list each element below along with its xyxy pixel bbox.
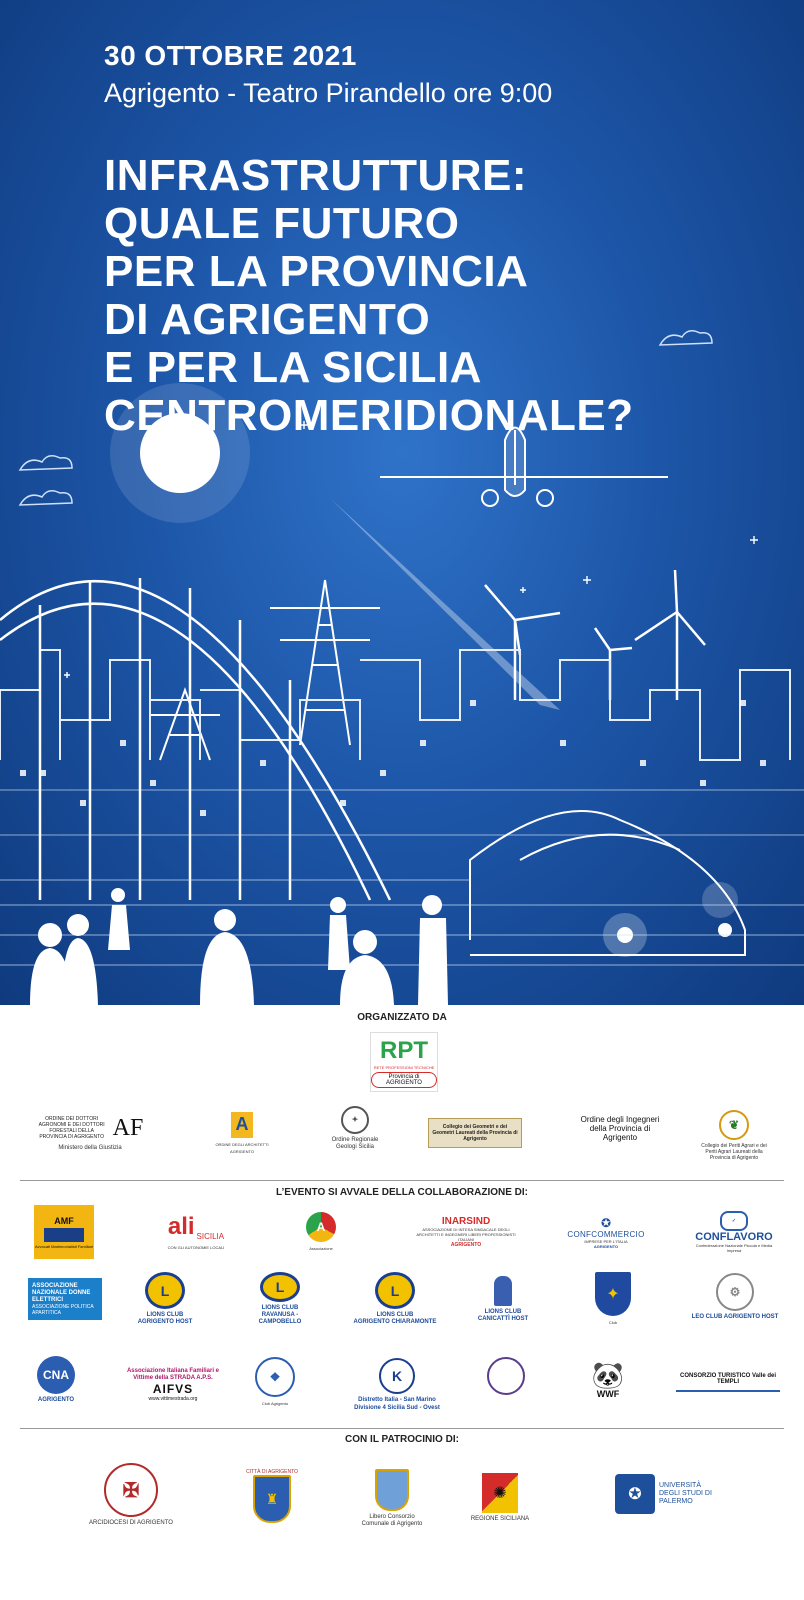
consorzio-subtext: Comunale di Agrigento bbox=[361, 1520, 423, 1527]
lions-chiaramonte-logo bbox=[350, 1272, 440, 1326]
kiwanis-logo bbox=[342, 1352, 452, 1418]
university-seal-icon: ✪ bbox=[615, 1474, 655, 1514]
conflavoro-logo bbox=[688, 1208, 780, 1256]
donne-elettrici-logo bbox=[28, 1278, 102, 1320]
kiwanis-district: Distretto Italia - San Marino bbox=[358, 1397, 436, 1403]
ali-text: CON GLI AUTONOMIE LOCALI bbox=[167, 1245, 225, 1250]
confcommercio-city: AGRIGENTO bbox=[593, 1243, 619, 1249]
af-emblem-icon: AF bbox=[112, 1114, 144, 1141]
title-line: QUALE FUTURO bbox=[104, 199, 460, 248]
diocese-seal-icon: ✠ bbox=[104, 1463, 158, 1517]
lions-emblem-icon: L bbox=[260, 1272, 300, 1302]
lions-ravanusa-logo bbox=[240, 1272, 320, 1326]
title-line: CENTROMERIDIONALE? bbox=[104, 391, 634, 440]
conflavoro-brand: CONFLAVORO bbox=[695, 1231, 773, 1243]
organizers-heading: ORGANIZZATO DA bbox=[357, 1012, 447, 1023]
title-line: PER LA PROVINCIA bbox=[104, 247, 529, 296]
club-agrigento-text: Club Agrigento bbox=[261, 1401, 289, 1406]
ingegneri-text: Ordine degli Ingegneri della Provincia di Agrigento bbox=[580, 1114, 660, 1142]
ali-sicilia-logo bbox=[150, 1212, 242, 1252]
rpt-logo bbox=[370, 1032, 438, 1092]
geologi-text: Ordine Regionale Geologi Sicilia bbox=[331, 1136, 379, 1150]
lions-label: LIONS CLUB bbox=[146, 1312, 184, 1318]
citta-agrigento-logo bbox=[242, 1458, 302, 1534]
trinacria-icon: ✺ bbox=[482, 1473, 518, 1513]
lions-label: LIONS CLUB bbox=[376, 1312, 414, 1318]
amf-text: Avvocati Matrimonialisti Familiari bbox=[35, 1243, 93, 1249]
wwf-brand: WWF bbox=[596, 1389, 620, 1399]
unipa-logo bbox=[610, 1468, 720, 1520]
citta-text: CITTÀ DI AGRIGENTO bbox=[246, 1469, 298, 1475]
cna-logo bbox=[30, 1352, 82, 1408]
architetti-text: ORDINE DEGLI ARCHITETTI AGRIGENTO bbox=[215, 1141, 269, 1154]
confcommercio-text: IMPRESE PER L’ITALIA bbox=[584, 1238, 628, 1244]
lions-emblem-icon: L bbox=[145, 1272, 185, 1309]
tower-icon bbox=[494, 1276, 512, 1306]
city-crest-icon: ♜ bbox=[253, 1475, 291, 1523]
event-title bbox=[104, 152, 764, 440]
inarsind-text: ASSOCIAZIONE DI INTESA SINDACALE DEGLI ARCHITETTI E INGEGNERI LIBERI PROFESSIONISTI ITALIANI bbox=[416, 1227, 516, 1242]
confcommercio-brand: CONFCOMMERCIO bbox=[567, 1229, 645, 1239]
valle-templi-text: CONSORZIO TURISTICO Valle dei TEMPLI bbox=[679, 1373, 776, 1385]
periti-text: Collegio dei Periti Agrari e dei Periti Agrari Laureati della Provincia di Agrigento bbox=[701, 1142, 767, 1161]
ingegneri-logo bbox=[575, 1108, 665, 1148]
club-shield-text: Club bbox=[608, 1320, 618, 1325]
patronage-heading: CON IL PATROCINIO DI: bbox=[345, 1434, 459, 1445]
ali-side: SICILIA bbox=[196, 1232, 225, 1241]
kiwanis-k-icon: K bbox=[379, 1358, 415, 1394]
angel-emblem-icon bbox=[487, 1357, 525, 1395]
event-venue: Agrigento - Teatro Pirandello ore 9:00 bbox=[104, 78, 553, 108]
lions-club-name: AGRIGENTO HOST bbox=[137, 1319, 193, 1325]
arcidiocesi-text: ARCIDIOCESI DI AGRIGENTO bbox=[89, 1520, 173, 1526]
libero-consorzio-logo bbox=[352, 1462, 432, 1534]
aifvs-url: www.vittimestrada.org bbox=[148, 1396, 198, 1402]
club-shield-logo bbox=[588, 1272, 638, 1326]
lions-club-name: RAVANUSA - CAMPOBELLO bbox=[258, 1312, 302, 1325]
confcommercio-logo bbox=[560, 1208, 652, 1256]
map-icon bbox=[44, 1228, 84, 1242]
periti-seal-icon: ❦ bbox=[719, 1110, 749, 1140]
club-agrigento-logo bbox=[250, 1354, 300, 1410]
conflavoro-text: Confederazione Nazionale Piccola e Media Impresa bbox=[695, 1243, 773, 1253]
gender-text: Associazione bbox=[309, 1246, 333, 1251]
donne-text: ASSOCIAZIONE NAZIONALE DONNE ELETTRICI bbox=[32, 1282, 91, 1303]
consortium-crest-icon bbox=[375, 1469, 409, 1511]
lions-label: LIONS CLUB bbox=[261, 1305, 299, 1311]
cna-city: AGRIGENTO bbox=[37, 1397, 75, 1403]
rpt-province: Provincia di AGRIGENTO bbox=[371, 1072, 437, 1088]
architetti-a-icon: A bbox=[231, 1112, 253, 1138]
agronomi-logo bbox=[35, 1108, 145, 1158]
title-line: E PER LA SICILIA bbox=[104, 343, 482, 392]
panda-icon: 🐼 bbox=[591, 1360, 625, 1390]
conflavoro-badge-icon: ✓ bbox=[720, 1211, 748, 1231]
regione-text: REGIONE SICILIANA bbox=[470, 1516, 530, 1522]
inarsind-logo bbox=[410, 1208, 522, 1256]
arcidiocesi-logo bbox=[86, 1460, 176, 1530]
lions-canicatti-logo bbox=[468, 1272, 538, 1326]
eagle-icon: ✪ bbox=[600, 1215, 612, 1230]
gender-a-icon: A bbox=[306, 1212, 336, 1242]
geometri-logo bbox=[428, 1118, 522, 1148]
amf-logo bbox=[34, 1205, 94, 1259]
agronomi-text: ORDINE DEI DOTTORI AGRONOMI E DEI DOTTORI FORESTALI DELLA PROVINCIA DI AGRIGENTO bbox=[38, 1116, 105, 1140]
aifvs-text: Associazione Italiana Familiari e Vittime della STRADA A.P.S. bbox=[126, 1368, 220, 1381]
geologi-seal-icon: ✦ bbox=[341, 1106, 369, 1134]
event-date: 30 OTTOBRE 2021 bbox=[104, 40, 357, 71]
divider bbox=[20, 1180, 784, 1181]
club-emblem-icon: ❖ bbox=[255, 1357, 295, 1397]
aifvs-brand: AIFVS bbox=[152, 1382, 194, 1396]
architetti-logo bbox=[212, 1108, 272, 1158]
lions-agrigento-host-logo bbox=[130, 1272, 200, 1326]
unipa-text: UNIVERSITÀ DEGLI STUDI DI PALERMO bbox=[659, 1482, 712, 1505]
agronomi-ministry: Ministero della Giustizia bbox=[58, 1144, 122, 1151]
rpt-brand: RPT bbox=[380, 1036, 428, 1064]
collaborators-heading: L’EVENTO SI AVVALE DELLA COLLABORAZIONE DI: bbox=[275, 1187, 529, 1198]
inarsind-city: AGRIGENTO bbox=[450, 1242, 482, 1248]
leo-club-logo bbox=[690, 1268, 780, 1326]
lions-emblem-icon: L bbox=[375, 1272, 415, 1309]
inarsind-brand: INARSIND bbox=[441, 1216, 491, 1227]
consorzio-text: Libero Consorzio bbox=[369, 1513, 415, 1520]
wwf-logo bbox=[588, 1352, 628, 1408]
geologi-logo bbox=[320, 1100, 390, 1156]
lions-club-name: AGRIGENTO CHIARAMONTE bbox=[353, 1319, 437, 1325]
geometri-text: Collegio dei Geometri e dei Geometri Laureati della Provincia di Agrigento bbox=[432, 1124, 518, 1142]
ali-brand: ali bbox=[167, 1213, 195, 1240]
title-line: INFRASTRUTTURE: bbox=[104, 151, 528, 200]
donne-subtext: ASSOCIAZIONE POLITICA APARTITICA bbox=[32, 1303, 94, 1316]
regione-siciliana-logo bbox=[460, 1466, 540, 1530]
amf-brand: AMF bbox=[54, 1215, 74, 1226]
gender-association-logo bbox=[290, 1205, 352, 1259]
shield-icon: ✦ bbox=[595, 1272, 631, 1316]
cna-brand: CNA bbox=[37, 1356, 75, 1394]
rotary-logo bbox=[486, 1356, 526, 1396]
title-line: DI AGRIGENTO bbox=[104, 295, 431, 344]
lions-club-name: CANICATTÌ HOST bbox=[477, 1315, 529, 1322]
periti-agrari-logo bbox=[698, 1106, 770, 1164]
valle-templi-logo bbox=[676, 1368, 780, 1392]
leo-emblem-icon: ⚙ bbox=[716, 1273, 754, 1311]
lions-label: LIONS CLUB bbox=[484, 1308, 522, 1315]
kiwanis-division: Divisione 4 Sicilia Sud - Ovest bbox=[354, 1405, 440, 1411]
aifvs-logo bbox=[124, 1352, 222, 1418]
rpt-text: RETE PROFESSIONI TECNICHE bbox=[373, 1064, 435, 1070]
divider bbox=[20, 1428, 784, 1429]
leo-club-name: LEO CLUB AGRIGENTO HOST bbox=[691, 1314, 779, 1320]
